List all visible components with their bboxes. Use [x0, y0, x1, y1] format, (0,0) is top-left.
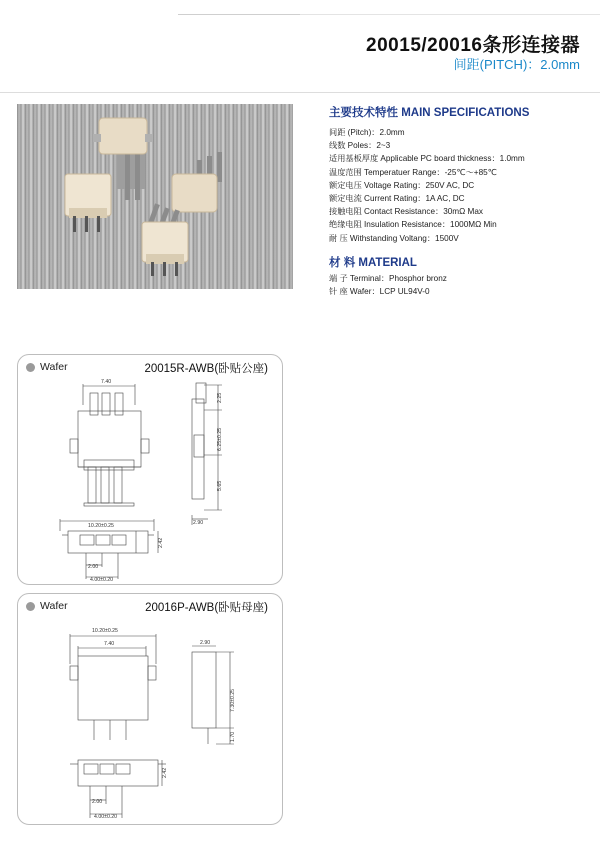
dim-pitch: 2.00 — [88, 564, 99, 570]
section-rule — [0, 92, 600, 93]
spec-item: 间距 (Pitch)：2.0mm — [329, 128, 405, 137]
panel-model: 20016P-AWB(卧贴母座) — [145, 602, 268, 614]
technical-drawing-2 — [18, 594, 284, 826]
spec-item: 绝缘电阻 Insulation Resistance：1000MΩ Min — [329, 220, 497, 230]
product-photo — [17, 104, 293, 289]
dim-right-bottom: 1.70 — [230, 731, 236, 742]
dim-right-bottom: 5.65 — [217, 480, 223, 491]
spec-item: 额定电压 Voltage Rating：250V AC, DC — [329, 180, 475, 190]
technical-drawing-1 — [18, 355, 284, 586]
dim-top-width-outer: 10.20±0.25 — [92, 628, 118, 634]
material-item: 端 子 Terminal：Phosphor bronz — [329, 274, 447, 283]
material-heading: 材 料 MATERIAL — [329, 257, 417, 269]
specs-heading: 主要技术特性 MAIN SPECIFICATIONS — [329, 107, 530, 119]
specs-list — [329, 126, 525, 245]
panel-label-text: Wafer — [40, 600, 68, 612]
dim-span: 4.00±0.20 — [94, 814, 118, 820]
header-rule-right — [300, 14, 600, 15]
connector-part-3 — [65, 174, 111, 232]
header-rule-left — [178, 14, 300, 15]
panel-label-text: Wafer — [40, 361, 68, 373]
panel-model: 20015R-AWB(卧贴公座) — [144, 363, 268, 375]
dim-side-top: 2.90 — [200, 640, 211, 646]
spec-item: 适用基板厚度 Applicable PC board thickness：1.0mm — [329, 154, 525, 164]
material-list — [329, 272, 447, 298]
drawing-panel-20015r — [17, 354, 283, 585]
page-title: 20015/20016条形连接器 — [366, 35, 580, 56]
dim-right-top: 2.25 — [217, 392, 223, 403]
dim-right-height: 7.30±0.25 — [230, 688, 236, 712]
dim-side-bottom: 2.90 — [193, 520, 204, 526]
dim-top-width-inner: 7.40 — [104, 641, 115, 647]
dim-top-width: 7.40 — [101, 379, 112, 385]
material-item: 针 座 Wafer：LCP UL94V-0 — [329, 287, 430, 297]
page-subtitle: 间距(PITCH)：2.0mm — [453, 57, 580, 72]
drawing-panel-20016p — [17, 593, 283, 825]
dim-bottom-height: 2.42 — [162, 767, 168, 778]
dim-bottom-width: 10.20±0.25 — [88, 523, 114, 529]
spec-item: 线数 Poles：2~3 — [329, 141, 391, 151]
dim-span: 4.00±0.20 — [90, 577, 114, 583]
connector-photo-illustration — [17, 104, 293, 289]
dim-pitch: 2.00 — [92, 799, 103, 805]
dim-bottom-height: 2.42 — [158, 537, 164, 548]
spec-item: 额定电流 Current Rating：1A AC, DC — [329, 194, 465, 204]
spec-item: 温度范围 Temperatuer Range：-25℃～+85℃ — [329, 167, 497, 177]
spec-item: 接触电阻 Contact Resistance：30mΩ Max — [329, 207, 483, 217]
spec-item: 耐 压 Withstanding Voltang：1500V — [329, 233, 459, 243]
dim-right-mid: 6.25±0.25 — [217, 427, 223, 451]
connector-part-4 — [142, 222, 188, 276]
